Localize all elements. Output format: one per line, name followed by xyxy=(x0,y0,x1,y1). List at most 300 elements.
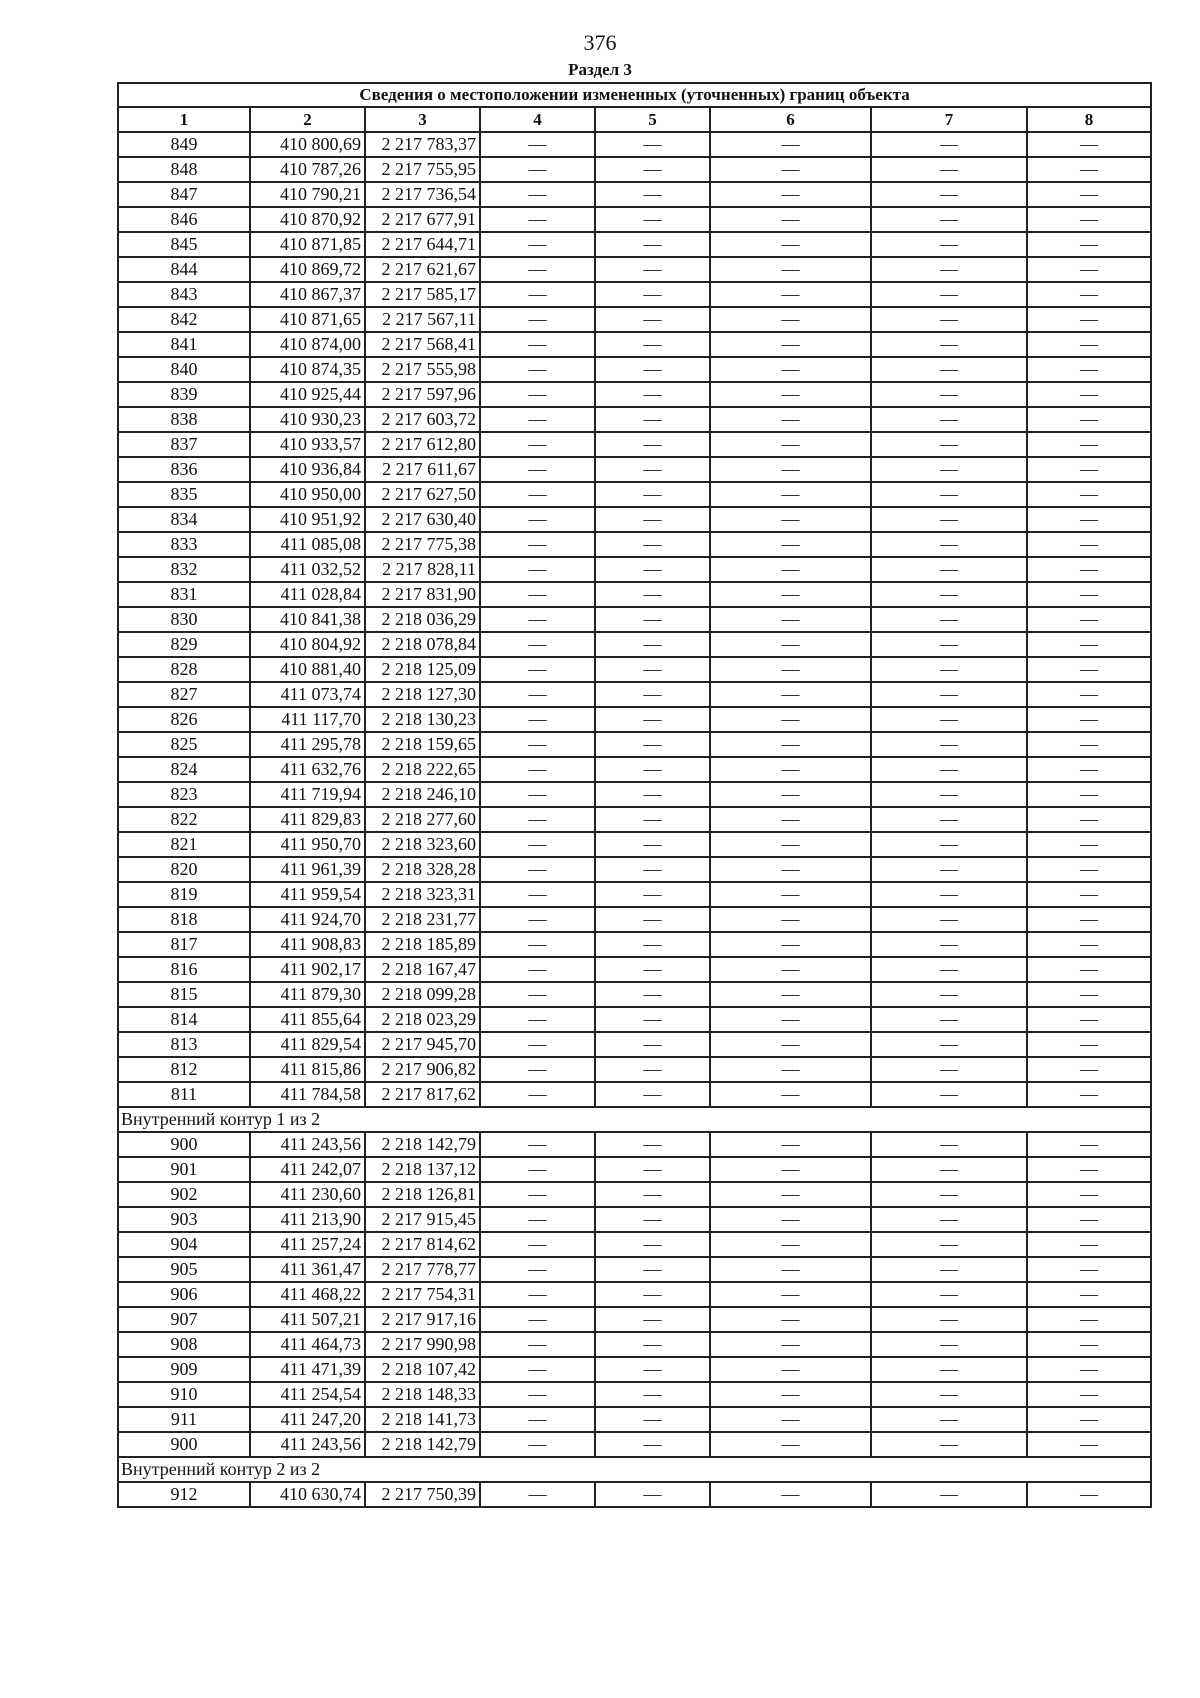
empty-value-cell-col-7: — xyxy=(871,507,1027,532)
coordinate-x-cell: 411 295,78 xyxy=(250,732,365,757)
empty-value-cell-col-5: — xyxy=(595,1057,710,1082)
empty-value-cell-col-5: — xyxy=(595,482,710,507)
empty-value-cell-col-7: — xyxy=(871,132,1027,157)
empty-value-cell-col-5: — xyxy=(595,882,710,907)
table-row xyxy=(118,1182,1151,1207)
table-row xyxy=(118,582,1151,607)
coordinate-y-cell: 2 218 167,47 xyxy=(365,957,480,982)
coordinate-y-cell: 2 217 644,71 xyxy=(365,232,480,257)
empty-value-cell-col-8: — xyxy=(1027,1207,1151,1232)
empty-value-cell-col-7: — xyxy=(871,1182,1027,1207)
empty-value-cell-col-8: — xyxy=(1027,932,1151,957)
empty-value-cell-col-6: — xyxy=(710,1007,871,1032)
empty-value-cell-col-6: — xyxy=(710,857,871,882)
coordinate-x-cell: 411 829,54 xyxy=(250,1032,365,1057)
coordinate-y-cell: 2 217 750,39 xyxy=(365,1482,480,1507)
empty-value-cell-col-6: — xyxy=(710,207,871,232)
coordinate-y-cell: 2 217 736,54 xyxy=(365,182,480,207)
point-number-cell: 903 xyxy=(118,1207,250,1232)
table-row xyxy=(118,1082,1151,1107)
empty-value-cell-col-4: — xyxy=(480,807,595,832)
coordinate-y-cell: 2 217 755,95 xyxy=(365,157,480,182)
coordinate-y-cell: 2 217 585,17 xyxy=(365,282,480,307)
empty-value-cell-col-4: — xyxy=(480,557,595,582)
coordinate-y-cell: 2 217 783,37 xyxy=(365,132,480,157)
coordinate-y-cell: 2 217 831,90 xyxy=(365,582,480,607)
empty-value-cell-col-7: — xyxy=(871,982,1027,1007)
empty-value-cell-col-8: — xyxy=(1027,1082,1151,1107)
coordinate-y-cell: 2 218 246,10 xyxy=(365,782,480,807)
coordinate-x-cell: 411 213,90 xyxy=(250,1207,365,1232)
empty-value-cell-col-8: — xyxy=(1027,557,1151,582)
empty-value-cell-col-7: — xyxy=(871,732,1027,757)
table-row xyxy=(118,857,1151,882)
empty-value-cell-col-8: — xyxy=(1027,1032,1151,1057)
empty-value-cell-col-7: — xyxy=(871,482,1027,507)
empty-value-cell-col-5: — xyxy=(595,307,710,332)
empty-value-cell-col-5: — xyxy=(595,1207,710,1232)
empty-value-cell-col-4: — xyxy=(480,457,595,482)
point-number-cell: 909 xyxy=(118,1357,250,1382)
empty-value-cell-col-6: — xyxy=(710,982,871,1007)
coordinate-y-cell: 2 218 127,30 xyxy=(365,682,480,707)
coordinate-y-cell: 2 217 627,50 xyxy=(365,482,480,507)
empty-value-cell-col-5: — xyxy=(595,857,710,882)
empty-value-cell-col-8: — xyxy=(1027,307,1151,332)
empty-value-cell-col-5: — xyxy=(595,807,710,832)
table-row xyxy=(118,157,1151,182)
empty-value-cell-col-4: — xyxy=(480,1357,595,1382)
point-number-cell: 842 xyxy=(118,307,250,332)
coordinate-x-cell: 410 869,72 xyxy=(250,257,365,282)
empty-value-cell-col-7: — xyxy=(871,357,1027,382)
coordinate-x-cell: 410 933,57 xyxy=(250,432,365,457)
empty-value-cell-col-8: — xyxy=(1027,957,1151,982)
table-row xyxy=(118,1057,1151,1082)
contour-label-row xyxy=(118,1457,1151,1482)
empty-value-cell-col-6: — xyxy=(710,332,871,357)
empty-value-cell-col-7: — xyxy=(871,1382,1027,1407)
point-number-cell: 827 xyxy=(118,682,250,707)
empty-value-cell-col-5: — xyxy=(595,132,710,157)
empty-value-cell-col-4: — xyxy=(480,632,595,657)
point-number-cell: 831 xyxy=(118,582,250,607)
empty-value-cell-col-6: — xyxy=(710,1207,871,1232)
empty-value-cell-col-6: — xyxy=(710,957,871,982)
empty-value-cell-col-6: — xyxy=(710,382,871,407)
table-caption-row xyxy=(118,83,1151,107)
table-row xyxy=(118,532,1151,557)
empty-value-cell-col-8: — xyxy=(1027,732,1151,757)
empty-value-cell-col-4: — xyxy=(480,1482,595,1507)
point-number-cell: 840 xyxy=(118,357,250,382)
empty-value-cell-col-7: — xyxy=(871,807,1027,832)
empty-value-cell-col-5: — xyxy=(595,457,710,482)
empty-value-cell-col-4: — xyxy=(480,282,595,307)
empty-value-cell-col-4: — xyxy=(480,1057,595,1082)
empty-value-cell-col-5: — xyxy=(595,982,710,1007)
point-number-cell: 906 xyxy=(118,1282,250,1307)
table-row xyxy=(118,1132,1151,1157)
empty-value-cell-col-7: — xyxy=(871,1057,1027,1082)
column-header-5: 5 xyxy=(595,107,710,132)
empty-value-cell-col-5: — xyxy=(595,1182,710,1207)
point-number-cell: 847 xyxy=(118,182,250,207)
empty-value-cell-col-8: — xyxy=(1027,1307,1151,1332)
coordinate-y-cell: 2 218 323,31 xyxy=(365,882,480,907)
table-row xyxy=(118,257,1151,282)
empty-value-cell-col-6: — xyxy=(710,607,871,632)
coordinate-x-cell: 410 874,35 xyxy=(250,357,365,382)
empty-value-cell-col-7: — xyxy=(871,257,1027,282)
empty-value-cell-col-8: — xyxy=(1027,432,1151,457)
table-row xyxy=(118,1257,1151,1282)
empty-value-cell-col-8: — xyxy=(1027,357,1151,382)
table-row xyxy=(118,707,1151,732)
empty-value-cell-col-4: — xyxy=(480,657,595,682)
empty-value-cell-col-4: — xyxy=(480,982,595,1007)
point-number-cell: 900 xyxy=(118,1432,250,1457)
table-row xyxy=(118,232,1151,257)
table-row xyxy=(118,1207,1151,1232)
coordinate-y-cell: 2 217 567,11 xyxy=(365,307,480,332)
empty-value-cell-col-4: — xyxy=(480,207,595,232)
empty-value-cell-col-7: — xyxy=(871,1132,1027,1157)
empty-value-cell-col-7: — xyxy=(871,457,1027,482)
empty-value-cell-col-7: — xyxy=(871,907,1027,932)
empty-value-cell-col-6: — xyxy=(710,632,871,657)
point-number-cell: 846 xyxy=(118,207,250,232)
empty-value-cell-col-7: — xyxy=(871,1257,1027,1282)
empty-value-cell-col-6: — xyxy=(710,807,871,832)
empty-value-cell-col-4: — xyxy=(480,482,595,507)
empty-value-cell-col-6: — xyxy=(710,282,871,307)
empty-value-cell-col-6: — xyxy=(710,1382,871,1407)
empty-value-cell-col-6: — xyxy=(710,707,871,732)
empty-value-cell-col-8: — xyxy=(1027,1357,1151,1382)
coordinate-y-cell: 2 217 621,67 xyxy=(365,257,480,282)
table-row xyxy=(118,357,1151,382)
empty-value-cell-col-4: — xyxy=(480,582,595,607)
empty-value-cell-col-4: — xyxy=(480,182,595,207)
coordinate-y-cell: 2 218 185,89 xyxy=(365,932,480,957)
point-number-cell: 845 xyxy=(118,232,250,257)
empty-value-cell-col-8: — xyxy=(1027,1432,1151,1457)
table-row xyxy=(118,207,1151,232)
coordinate-y-cell: 2 217 917,16 xyxy=(365,1307,480,1332)
coordinate-x-cell: 410 867,37 xyxy=(250,282,365,307)
coordinate-x-cell: 410 790,21 xyxy=(250,182,365,207)
empty-value-cell-col-5: — xyxy=(595,232,710,257)
empty-value-cell-col-5: — xyxy=(595,1232,710,1257)
empty-value-cell-col-7: — xyxy=(871,557,1027,582)
empty-value-cell-col-7: — xyxy=(871,332,1027,357)
empty-value-cell-col-4: — xyxy=(480,1082,595,1107)
section-title: Раздел 3 xyxy=(568,60,632,79)
coordinate-x-cell: 411 117,70 xyxy=(250,707,365,732)
point-number-cell: 822 xyxy=(118,807,250,832)
coordinate-x-cell: 410 871,65 xyxy=(250,307,365,332)
empty-value-cell-col-6: — xyxy=(710,1407,871,1432)
empty-value-cell-col-7: — xyxy=(871,1282,1027,1307)
coordinate-y-cell: 2 217 555,98 xyxy=(365,357,480,382)
point-number-cell: 838 xyxy=(118,407,250,432)
empty-value-cell-col-8: — xyxy=(1027,332,1151,357)
empty-value-cell-col-7: — xyxy=(871,1007,1027,1032)
empty-value-cell-col-7: — xyxy=(871,1332,1027,1357)
coordinate-x-cell: 410 881,40 xyxy=(250,657,365,682)
table-row xyxy=(118,757,1151,782)
empty-value-cell-col-4: — xyxy=(480,307,595,332)
coordinate-x-cell: 410 630,74 xyxy=(250,1482,365,1507)
empty-value-cell-col-8: — xyxy=(1027,132,1151,157)
table-row xyxy=(118,1157,1151,1182)
coordinate-y-cell: 2 218 277,60 xyxy=(365,807,480,832)
coordinate-x-cell: 411 879,30 xyxy=(250,982,365,1007)
empty-value-cell-col-7: — xyxy=(871,1307,1027,1332)
point-number-cell: 828 xyxy=(118,657,250,682)
empty-value-cell-col-4: — xyxy=(480,1207,595,1232)
table-row xyxy=(118,1232,1151,1257)
coordinate-x-cell: 410 871,85 xyxy=(250,232,365,257)
empty-value-cell-col-8: — xyxy=(1027,1132,1151,1157)
empty-value-cell-col-6: — xyxy=(710,357,871,382)
empty-value-cell-col-7: — xyxy=(871,582,1027,607)
point-number-cell: 814 xyxy=(118,1007,250,1032)
empty-value-cell-col-5: — xyxy=(595,782,710,807)
empty-value-cell-col-6: — xyxy=(710,932,871,957)
coordinate-x-cell: 411 230,60 xyxy=(250,1182,365,1207)
table-row xyxy=(118,282,1151,307)
coordinates-table xyxy=(117,82,1152,1508)
point-number-cell: 904 xyxy=(118,1232,250,1257)
empty-value-cell-col-7: — xyxy=(871,682,1027,707)
empty-value-cell-col-7: — xyxy=(871,857,1027,882)
table-row xyxy=(118,307,1151,332)
empty-value-cell-col-8: — xyxy=(1027,907,1151,932)
point-number-cell: 901 xyxy=(118,1157,250,1182)
empty-value-cell-col-6: — xyxy=(710,532,871,557)
table-row xyxy=(118,1332,1151,1357)
column-header-4: 4 xyxy=(480,107,595,132)
coordinate-x-cell: 411 028,84 xyxy=(250,582,365,607)
empty-value-cell-col-8: — xyxy=(1027,757,1151,782)
coordinate-y-cell: 2 217 630,40 xyxy=(365,507,480,532)
coordinate-x-cell: 410 804,92 xyxy=(250,632,365,657)
empty-value-cell-col-5: — xyxy=(595,907,710,932)
empty-value-cell-col-5: — xyxy=(595,832,710,857)
empty-value-cell-col-4: — xyxy=(480,432,595,457)
table-row xyxy=(118,1432,1151,1457)
coordinate-x-cell: 411 471,39 xyxy=(250,1357,365,1382)
coordinate-x-cell: 411 073,74 xyxy=(250,682,365,707)
empty-value-cell-col-6: — xyxy=(710,1357,871,1382)
point-number-cell: 824 xyxy=(118,757,250,782)
coordinate-y-cell: 2 218 159,65 xyxy=(365,732,480,757)
empty-value-cell-col-6: — xyxy=(710,1132,871,1157)
empty-value-cell-col-8: — xyxy=(1027,382,1151,407)
empty-value-cell-col-7: — xyxy=(871,307,1027,332)
empty-value-cell-col-7: — xyxy=(871,232,1027,257)
empty-value-cell-col-6: — xyxy=(710,1082,871,1107)
empty-value-cell-col-4: — xyxy=(480,1257,595,1282)
coordinate-y-cell: 2 217 603,72 xyxy=(365,407,480,432)
coordinate-y-cell: 2 218 142,79 xyxy=(365,1432,480,1457)
empty-value-cell-col-5: — xyxy=(595,682,710,707)
empty-value-cell-col-7: — xyxy=(871,757,1027,782)
empty-value-cell-col-8: — xyxy=(1027,982,1151,1007)
coordinate-x-cell: 411 855,64 xyxy=(250,1007,365,1032)
empty-value-cell-col-4: — xyxy=(480,857,595,882)
empty-value-cell-col-6: — xyxy=(710,832,871,857)
table-row xyxy=(118,332,1151,357)
column-header-6: 6 xyxy=(710,107,871,132)
coordinate-y-cell: 2 218 231,77 xyxy=(365,907,480,932)
coordinate-x-cell: 411 950,70 xyxy=(250,832,365,857)
empty-value-cell-col-4: — xyxy=(480,1407,595,1432)
point-number-cell: 818 xyxy=(118,907,250,932)
coordinate-x-cell: 411 085,08 xyxy=(250,532,365,557)
table-row xyxy=(118,182,1151,207)
empty-value-cell-col-4: — xyxy=(480,832,595,857)
empty-value-cell-col-8: — xyxy=(1027,1257,1151,1282)
empty-value-cell-col-6: — xyxy=(710,182,871,207)
empty-value-cell-col-4: — xyxy=(480,1282,595,1307)
point-number-cell: 830 xyxy=(118,607,250,632)
point-number-cell: 844 xyxy=(118,257,250,282)
coordinate-y-cell: 2 217 612,80 xyxy=(365,432,480,457)
empty-value-cell-col-4: — xyxy=(480,1132,595,1157)
point-number-cell: 832 xyxy=(118,557,250,582)
coordinate-x-cell: 411 468,22 xyxy=(250,1282,365,1307)
column-header-8: 8 xyxy=(1027,107,1151,132)
table-row xyxy=(118,657,1151,682)
point-number-cell: 907 xyxy=(118,1307,250,1332)
coordinate-x-cell: 410 950,00 xyxy=(250,482,365,507)
empty-value-cell-col-7: — xyxy=(871,1407,1027,1432)
empty-value-cell-col-5: — xyxy=(595,507,710,532)
table-row xyxy=(118,407,1151,432)
empty-value-cell-col-6: — xyxy=(710,132,871,157)
table-row xyxy=(118,507,1151,532)
empty-value-cell-col-5: — xyxy=(595,357,710,382)
empty-value-cell-col-6: — xyxy=(710,1482,871,1507)
coordinate-y-cell: 2 218 148,33 xyxy=(365,1382,480,1407)
empty-value-cell-col-4: — xyxy=(480,607,595,632)
point-number-cell: 905 xyxy=(118,1257,250,1282)
empty-value-cell-col-6: — xyxy=(710,882,871,907)
coordinate-y-cell: 2 217 915,45 xyxy=(365,1207,480,1232)
empty-value-cell-col-4: — xyxy=(480,1432,595,1457)
empty-value-cell-col-7: — xyxy=(871,1232,1027,1257)
empty-value-cell-col-5: — xyxy=(595,332,710,357)
empty-value-cell-col-8: — xyxy=(1027,1482,1151,1507)
coordinate-y-cell: 2 218 126,81 xyxy=(365,1182,480,1207)
coordinate-x-cell: 411 632,76 xyxy=(250,757,365,782)
point-number-cell: 834 xyxy=(118,507,250,532)
page-number: 376 xyxy=(583,30,617,55)
empty-value-cell-col-8: — xyxy=(1027,182,1151,207)
empty-value-cell-col-4: — xyxy=(480,907,595,932)
point-number-cell: 833 xyxy=(118,532,250,557)
coordinate-y-cell: 2 218 099,28 xyxy=(365,982,480,1007)
empty-value-cell-col-8: — xyxy=(1027,607,1151,632)
empty-value-cell-col-5: — xyxy=(595,957,710,982)
empty-value-cell-col-4: — xyxy=(480,782,595,807)
column-header-7: 7 xyxy=(871,107,1027,132)
coordinate-y-cell: 2 218 222,65 xyxy=(365,757,480,782)
empty-value-cell-col-7: — xyxy=(871,957,1027,982)
coordinate-y-cell: 2 218 036,29 xyxy=(365,607,480,632)
table-row xyxy=(118,882,1151,907)
empty-value-cell-col-4: — xyxy=(480,1032,595,1057)
empty-value-cell-col-6: — xyxy=(710,482,871,507)
empty-value-cell-col-5: — xyxy=(595,1407,710,1432)
coordinate-x-cell: 411 507,21 xyxy=(250,1307,365,1332)
point-number-cell: 819 xyxy=(118,882,250,907)
empty-value-cell-col-5: — xyxy=(595,1482,710,1507)
coordinate-x-cell: 411 257,24 xyxy=(250,1232,365,1257)
point-number-cell: 812 xyxy=(118,1057,250,1082)
table-row xyxy=(118,132,1151,157)
empty-value-cell-col-8: — xyxy=(1027,157,1151,182)
table-row xyxy=(118,1482,1151,1507)
coordinate-y-cell: 2 217 778,77 xyxy=(365,1257,480,1282)
empty-value-cell-col-4: — xyxy=(480,932,595,957)
empty-value-cell-col-7: — xyxy=(871,432,1027,457)
coordinate-y-cell: 2 217 597,96 xyxy=(365,382,480,407)
coordinate-y-cell: 2 217 754,31 xyxy=(365,1282,480,1307)
empty-value-cell-col-7: — xyxy=(871,1432,1027,1457)
table-row xyxy=(118,807,1151,832)
coordinate-y-cell: 2 217 677,91 xyxy=(365,207,480,232)
table-row xyxy=(118,782,1151,807)
table-row xyxy=(118,932,1151,957)
table-row xyxy=(118,432,1151,457)
coordinate-x-cell: 411 815,86 xyxy=(250,1057,365,1082)
column-header-1: 1 xyxy=(118,107,250,132)
empty-value-cell-col-6: — xyxy=(710,657,871,682)
empty-value-cell-col-8: — xyxy=(1027,257,1151,282)
empty-value-cell-col-8: — xyxy=(1027,1232,1151,1257)
empty-value-cell-col-4: — xyxy=(480,732,595,757)
empty-value-cell-col-8: — xyxy=(1027,682,1151,707)
table-row xyxy=(118,457,1151,482)
coordinate-y-cell: 2 217 814,62 xyxy=(365,1232,480,1257)
table-row xyxy=(118,907,1151,932)
empty-value-cell-col-5: — xyxy=(595,1307,710,1332)
coordinate-y-cell: 2 218 323,60 xyxy=(365,832,480,857)
empty-value-cell-col-4: — xyxy=(480,707,595,732)
empty-value-cell-col-6: — xyxy=(710,1432,871,1457)
empty-value-cell-col-6: — xyxy=(710,157,871,182)
point-number-cell: 817 xyxy=(118,932,250,957)
contour-label: Внутренний контур 1 из 2 xyxy=(118,1107,1151,1132)
empty-value-cell-col-5: — xyxy=(595,757,710,782)
empty-value-cell-col-6: — xyxy=(710,507,871,532)
contour-label-row xyxy=(118,1107,1151,1132)
empty-value-cell-col-4: — xyxy=(480,532,595,557)
empty-value-cell-col-6: — xyxy=(710,432,871,457)
empty-value-cell-col-8: — xyxy=(1027,1282,1151,1307)
point-number-cell: 841 xyxy=(118,332,250,357)
empty-value-cell-col-5: — xyxy=(595,1157,710,1182)
coordinate-x-cell: 410 874,00 xyxy=(250,332,365,357)
coordinate-x-cell: 410 870,92 xyxy=(250,207,365,232)
empty-value-cell-col-6: — xyxy=(710,257,871,282)
coordinate-x-cell: 411 908,83 xyxy=(250,932,365,957)
empty-value-cell-col-6: — xyxy=(710,1182,871,1207)
